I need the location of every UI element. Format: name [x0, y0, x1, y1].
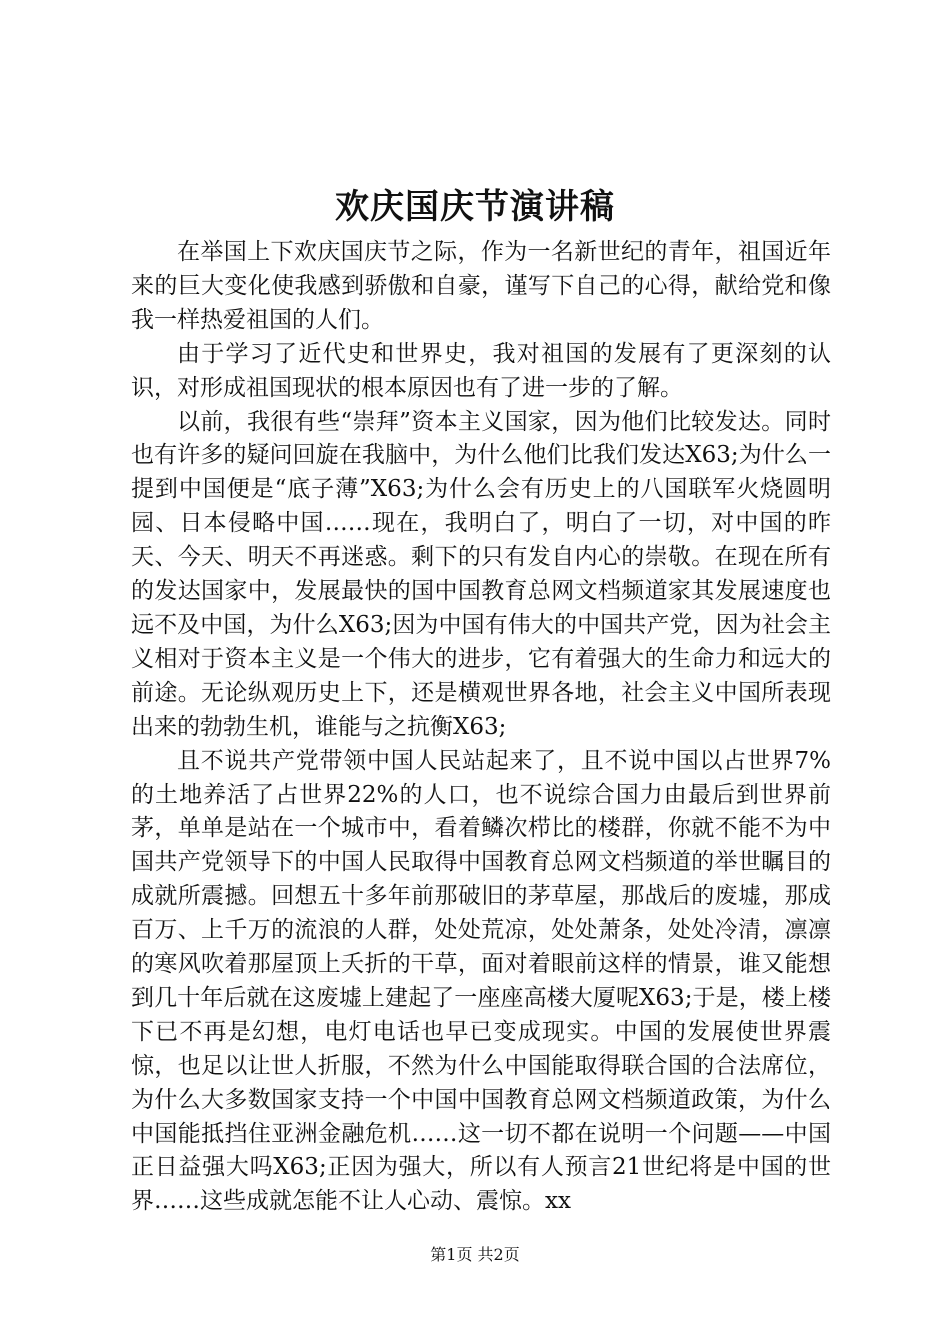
document-body	[131, 236, 831, 1219]
paragraph-4: 且不说共产党带领中国人民站起来了，且不说中国以占世界7%的土地养活了占世界22%的人口，也不说综合国力由最后到世界前茅，单单是站在一个城市中，看着鳞次栉比的楼群，你就不能不为中国共产党领导下的中国人民取得中国教育总网文档频道的举世瞩目的成就所震撼。回想五十多年前那破旧的茅草屋，那战后的废墟，那成百万、上千万的流浪的人群，处处荒凉，处处萧条，处处冷清，凛凛的寒风吹着那屋顶上夭折的干草，面对着眼前这样的情景，谁又能想到几十年后就在这废墟上建起了一座座高楼大厦呢X63;于是，楼上楼下已不再是幻想，电灯电话也早已变成现实。中国的发展使世界震惊，也足以让世人折服，不然为什么中国能取得联合国的合法席位，为什么大多数国家支持一个中国中国教育总网文档频道政策，为什么中国能抵挡住亚洲金融危机……这一切不都在说明一个问题——中国正日益强大吗X63;正因为强大，所以有人预言21世纪将是中国的世界……这些成就怎能不让人心动、震惊。xx	[131, 747, 831, 1215]
paragraph-2: 由于学习了近代史和世界史，我对祖国的发展有了更深刻的认识，对形成祖国现状的根本原因也有了进一步的了解。	[131, 340, 831, 401]
page-number-footer: 第1页 共2页	[430, 1245, 520, 1264]
paragraph-3: 以前，我很有些“崇拜”资本主义国家，因为他们比较发达。同时也有许多的疑问回旋在我脑中，为什么他们比我们发达X63;为什么一提到中国便是“底子薄”X63;为什么会有历史上的八国联军火烧圆明园、日本侵略中国……现在，我明白了，明白了一切，对中国的昨天、今天、明天不再迷惑。剩下的只有发自内心的崇敬。在现在所有的发达国家中，发展最快的国中国教育总网文档频道家其发展速度也远不及中国，为什么X63;因为中国有伟大的中国共产党，因为社会主义相对于资本主义是一个伟大的进步，它有着强大的生命力和远大的前途。无论纵观历史上下，还是横观世界各地，社会主义中国所表现出来的勃勃生机，谁能与之抗衡X63;	[131, 408, 831, 740]
paragraph-1: 在举国上下欢庆国庆节之际，作为一名新世纪的青年，祖国近年来的巨大变化使我感到骄傲和自豪，谨写下自己的心得，献给党和像我一样热爱祖国的人们。	[131, 239, 831, 333]
document-title: 欢庆国庆节演讲稿	[335, 187, 615, 227]
